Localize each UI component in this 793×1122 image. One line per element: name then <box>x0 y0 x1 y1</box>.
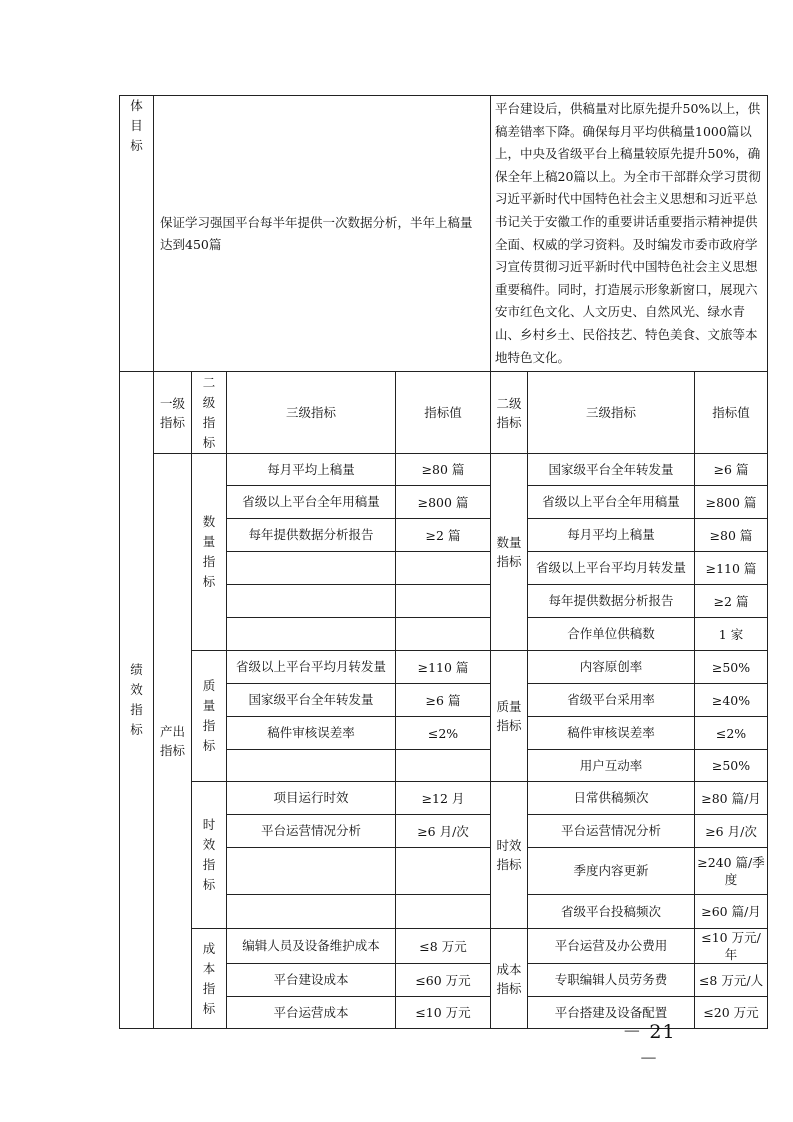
l2-cell-left: 数量指标 <box>192 454 227 651</box>
l3-name-left: 项目运行时效 <box>227 782 396 815</box>
l3-name-right: 省级平台采用率 <box>528 684 695 717</box>
value-right: ≥80 篇 <box>695 519 768 552</box>
l3-name-left <box>227 585 396 618</box>
value-right: ≥240 篇/季度 <box>695 848 768 895</box>
perf-label-cell <box>120 372 154 1029</box>
value-right: ≥50% <box>695 651 768 684</box>
l3-name-left <box>227 552 396 585</box>
value-left: ≥12 月 <box>396 782 491 815</box>
l2-cell-left: 成本指标 <box>192 929 227 1029</box>
value-left <box>396 848 491 895</box>
value-left <box>396 585 491 618</box>
l3-header-left: 三级指标 <box>227 372 396 454</box>
value-left: ≤10 万元 <box>396 997 491 1029</box>
indicator-row <box>120 929 768 964</box>
l3-name-left: 平台运营成本 <box>227 997 396 1029</box>
value-right: ≥110 篇 <box>695 552 768 585</box>
l3-name-left: 国家级平台全年转发量 <box>227 684 396 717</box>
l2-cell-right: 数量指标 <box>491 454 528 651</box>
value-right: ≥40% <box>695 684 768 717</box>
goal-right-text: 平台建设后，供稿量对比原先提升50%以上，供稿差错率下降。确保每月平均供稿量1000篇以上，中央及省级平台上稿量较原先提升50%，确保全年上稿20篇以上。为全市干部群众学习贯彻习近平新时代中国特色社会主义思想和习近平总书记关于安徽工作的重要讲话重要指示精神提供全面、权威的学习资料。及时编发市委市政府学习宣传贯彻习近平新时代中国特色社会主义思想重要稿件。同时，打造展示形象新窗口，展现六安市红色文化、人文历史、自然风光、绿水青山、乡村乡土、民俗技艺、特色美食、文旅等本地特色文化。 <box>491 96 768 372</box>
value-right: ≤8 万元/人 <box>695 964 768 997</box>
l2-cell-right: 质量指标 <box>491 651 528 782</box>
value-left: ≥2 篇 <box>396 519 491 552</box>
l3-name-right: 稿件审核误差率 <box>528 717 695 750</box>
l1-header: 一级指标 <box>154 372 192 454</box>
l3-name-right: 省级以上平台全年用稿量 <box>528 486 695 519</box>
l1-cell: 产出指标 <box>154 454 192 1029</box>
value-header-left: 指标值 <box>396 372 491 454</box>
value-left: ≥800 篇 <box>396 486 491 519</box>
l2-cell-left: 质量指标 <box>192 651 227 782</box>
value-left: ≥6 篇 <box>396 684 491 717</box>
l3-name-right: 平台搭建及设备配置 <box>528 997 695 1029</box>
l2-header-right: 二级指标 <box>491 372 528 454</box>
l3-name-right: 每月平均上稿量 <box>528 519 695 552</box>
l3-name-right: 日常供稿频次 <box>528 782 695 815</box>
l3-name-right: 合作单位供稿数 <box>528 618 695 651</box>
value-left: ≤60 万元 <box>396 964 491 997</box>
value-left: ≥80 篇 <box>396 454 491 486</box>
value-left <box>396 895 491 929</box>
value-right: ≥80 篇/月 <box>695 782 768 815</box>
l3-name-right: 国家级平台全年转发量 <box>528 454 695 486</box>
l3-name-left: 省级以上平台平均月转发量 <box>227 651 396 684</box>
value-right: ≥2 篇 <box>695 585 768 618</box>
l3-name-right: 每年提供数据分析报告 <box>528 585 695 618</box>
l3-name-right: 平台运营及办公费用 <box>528 929 695 964</box>
value-left: ≥110 篇 <box>396 651 491 684</box>
value-right: ≥6 月/次 <box>695 815 768 848</box>
value-left: ≥6 月/次 <box>396 815 491 848</box>
l3-name-left: 每年提供数据分析报告 <box>227 519 396 552</box>
value-left: ≤2% <box>396 717 491 750</box>
indicator-row <box>120 651 768 684</box>
value-right: 1 家 <box>695 618 768 651</box>
l3-name-right: 省级平台投稿频次 <box>528 895 695 929</box>
l3-name-left: 每月平均上稿量 <box>227 454 396 486</box>
l2-cell-right: 时效指标 <box>491 782 528 929</box>
value-right: ≤20 万元 <box>695 997 768 1029</box>
value-left <box>396 618 491 651</box>
goal-label-cell <box>120 96 154 372</box>
l3-name-right: 季度内容更新 <box>528 848 695 895</box>
goal-row <box>120 96 768 372</box>
value-right: ≥60 篇/月 <box>695 895 768 929</box>
l3-header-right: 三级指标 <box>528 372 695 454</box>
l3-name-left: 编辑人员及设备维护成本 <box>227 929 396 964</box>
l3-name-right: 省级以上平台平均月转发量 <box>528 552 695 585</box>
value-right: ≤10 万元/年 <box>695 929 768 964</box>
l3-name-left <box>227 848 396 895</box>
value-right: ≥800 篇 <box>695 486 768 519</box>
goal-label: 体目标 <box>130 98 143 153</box>
value-right: ≤2% <box>695 717 768 750</box>
l2-cell-right: 成本指标 <box>491 929 528 1029</box>
l3-name-left: 省级以上平台全年用稿量 <box>227 486 396 519</box>
l3-name-left <box>227 750 396 782</box>
perf-label: 绩效指标 <box>130 662 143 738</box>
l3-name-right: 用户互动率 <box>528 750 695 782</box>
value-left <box>396 750 491 782</box>
l3-name-left <box>227 895 396 929</box>
l3-name-right: 内容原创率 <box>528 651 695 684</box>
value-left <box>396 552 491 585</box>
indicator-row <box>120 782 768 815</box>
indicator-row <box>120 454 768 486</box>
l3-name-left: 平台运营情况分析 <box>227 815 396 848</box>
l3-name-right: 平台运营情况分析 <box>528 815 695 848</box>
l3-name-right: 专职编辑人员劳务费 <box>528 964 695 997</box>
performance-table <box>119 95 768 1029</box>
value-right: ≥6 篇 <box>695 454 768 486</box>
l3-name-left: 稿件审核误差率 <box>227 717 396 750</box>
page-number: － 21 － <box>622 1021 676 1070</box>
value-left: ≤8 万元 <box>396 929 491 964</box>
l3-name-left <box>227 618 396 651</box>
value-right: ≥50% <box>695 750 768 782</box>
value-header-right: 指标值 <box>695 372 768 454</box>
l2-header-left: 二级指标 <box>192 372 227 454</box>
l2-cell-left: 时效指标 <box>192 782 227 929</box>
header-row <box>120 372 768 454</box>
goal-left-text: 保证学习强国平台每半年提供一次数据分析，半年上稿量达到450篇 <box>154 96 491 372</box>
l3-name-left: 平台建设成本 <box>227 964 396 997</box>
